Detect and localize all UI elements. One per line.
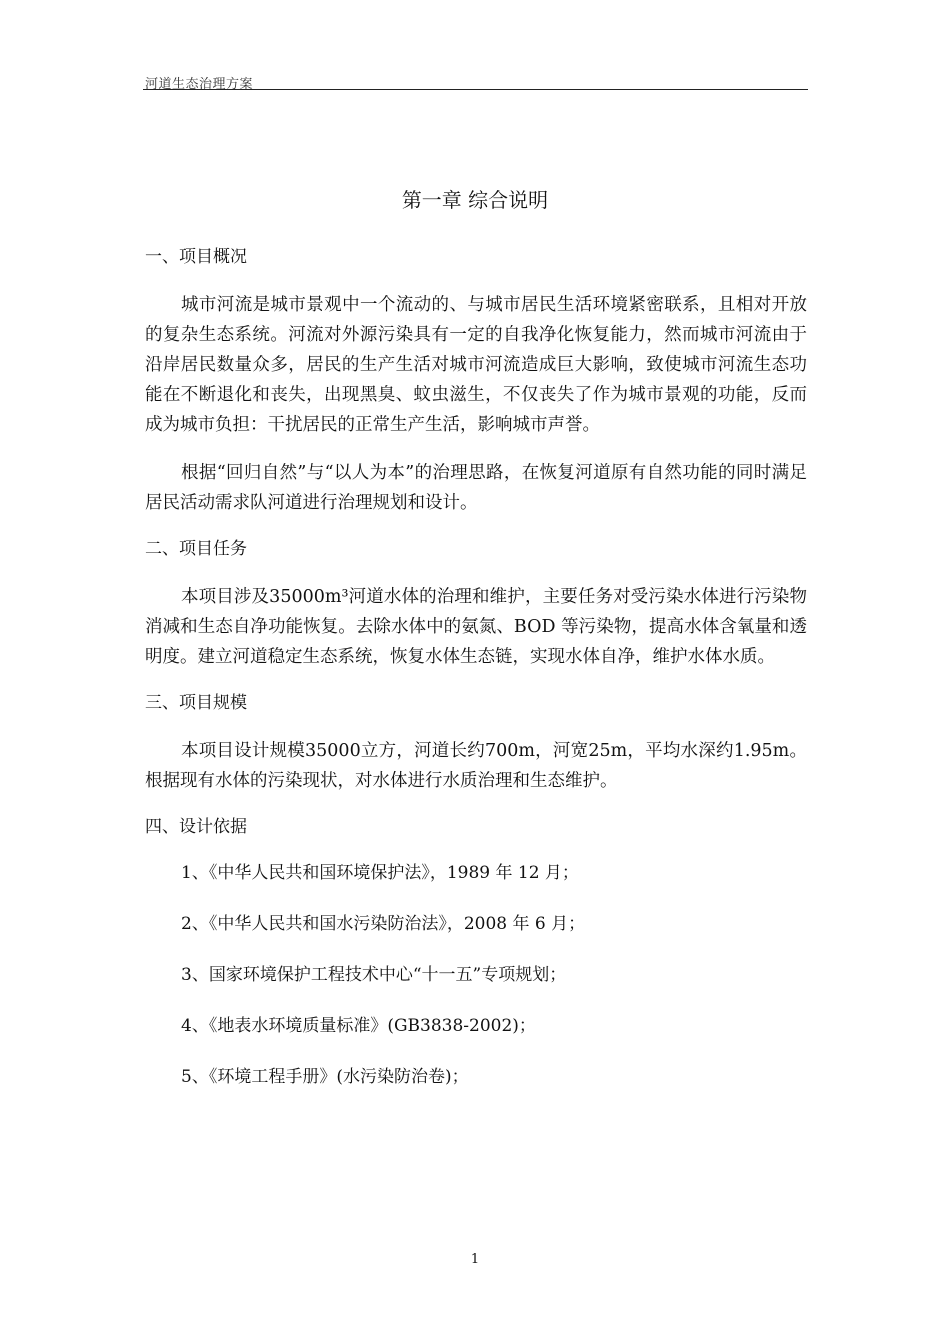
basis-item-3: 3、国家环境保护工程技术中心“十一五”专项规划； (181, 965, 567, 985)
overview-paragraph-1: 城市河流是城市景观中一个流动的、与城市居民生活环境紧密联系，且相对开放的复杂生态系统。河流对外源污染具有一定的自我净化恢复能力，然而城市河流由于沿岸居民数量众多，居民的生产生活对城市河流造成巨大影响，致使城市河流生态功能在不断退化和丧失，出现黑臭、蚊虫滋生，不仅丧失了作为城市景观的功能，反而成为城市负担：干扰居民的正常生产生活，影响城市声誉。 (145, 295, 807, 435)
section-heading-basis: 四、设计依据 (145, 817, 247, 837)
section-heading-overview: 一、项目概况 (145, 247, 247, 267)
basis-item-4: 4、《地表水环境质量标准》(GB3838-2002)； (181, 1016, 536, 1036)
basis-item-2: 2、《中华人民共和国水污染防治法》，2008 年 6 月； (181, 914, 586, 934)
scale-paragraph-1: 本项目设计规模35000立方，河道长约700m，河宽25m，平均水深约1.95m。根据现有水体的污染现状，对水体进行水质治理和生态维护。 (145, 741, 807, 791)
basis-item-1: 1、《中华人民共和国环境保护法》，1989 年 12 月； (181, 863, 579, 883)
section-heading-scale: 三、项目规模 (145, 693, 247, 713)
basis-item-5: 5、《环境工程手册》(水污染防治卷)； (181, 1067, 469, 1087)
overview-paragraph-2: 根据“回归自然”与“以人为本”的治理思路，在恢复河道原有自然功能的同时满足居民活动需求队河道进行治理规划和设计。 (145, 463, 807, 513)
header-rule (143, 89, 808, 90)
section-heading-tasks: 二、项目任务 (145, 539, 247, 559)
document-body (145, 244, 807, 1115)
tasks-paragraph-1: 本项目涉及35000m³河道水体的治理和维护，主要任务对受污染水体进行污染物消减和生态自净功能恢复。去除水体中的氨氮、BOD 等污染物，提高水体含氧量和透明度。建立河道稳定生态系统，恢复水体生态链，实现水体自净，维护水体水质。 (145, 587, 807, 667)
running-header: 河道生态治理方案 (145, 77, 254, 92)
chapter-title: 第一章 综合说明 (401, 188, 549, 212)
page-number: 1 (470, 1252, 480, 1267)
